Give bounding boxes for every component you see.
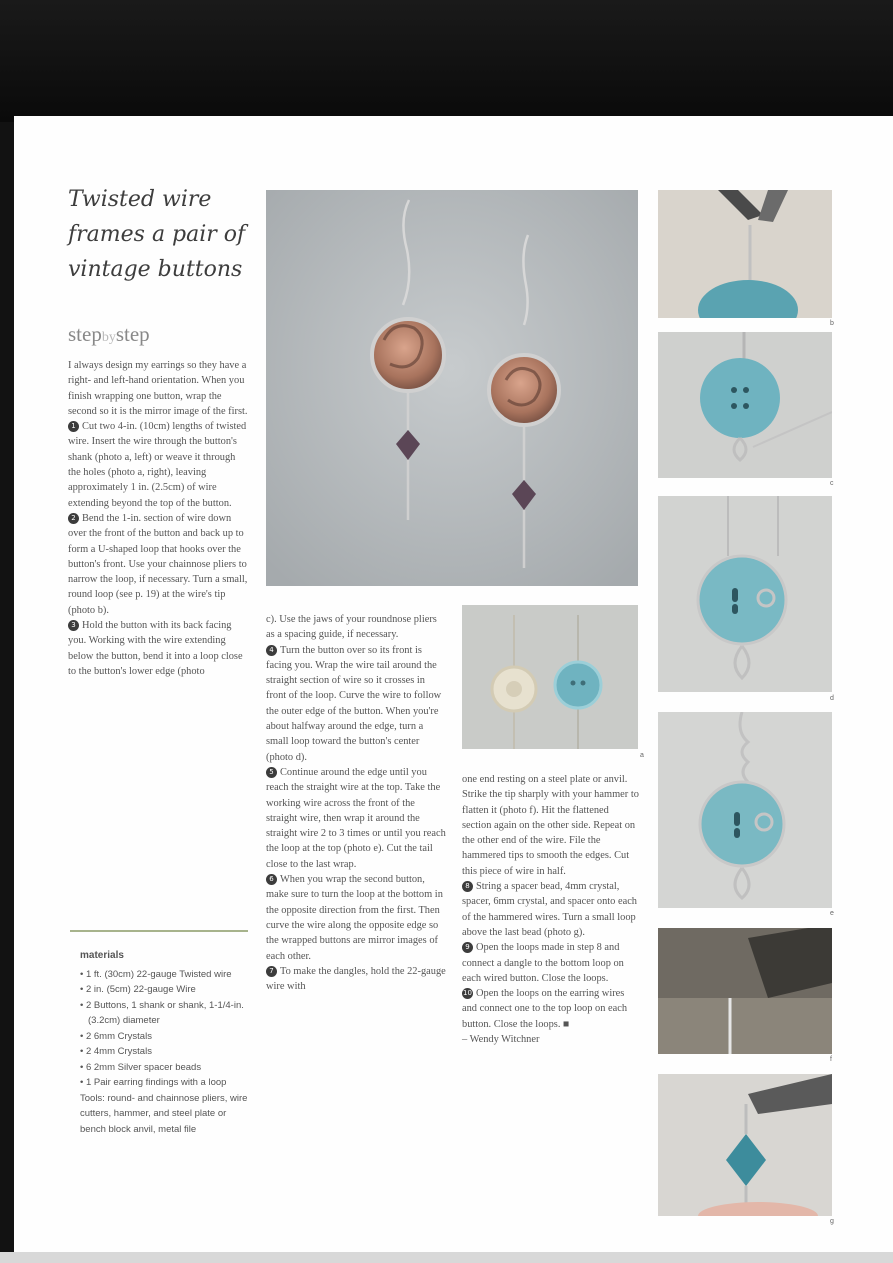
photo-letter-e: e xyxy=(830,910,834,917)
article-title: Twisted wire frames a pair of vintage buttons xyxy=(68,187,246,282)
step-number-3: 3 xyxy=(68,620,79,631)
intro-paragraph: I always design my earrings so they have a right- and left-hand orientation. When you finish wrapping one button, wrap the second so it is the mirror image of the first. xyxy=(68,360,248,417)
step-number-10: 10 xyxy=(463,989,472,998)
materials-item: • 2 4mm Crystals xyxy=(80,1046,152,1057)
materials-item: • 1 Pair earring findings with a loop xyxy=(80,1077,227,1088)
materials-item: • 6 2mm Silver spacer beads xyxy=(80,1061,202,1073)
photo-letter-a: a xyxy=(640,752,644,759)
materials-item: • 1 ft. (30cm) 22-gauge Twisted wire xyxy=(80,968,232,980)
column-3 xyxy=(462,772,640,1047)
step-number-2: 2 xyxy=(68,513,79,524)
step-3-continued: c). Use the jaws of your roundnose pliers as a spacing guide, if necessary. xyxy=(266,614,437,641)
column-2 xyxy=(266,612,446,994)
step-3: 3 Hold the button with its back facing you. Working with the wire extending below the button, bend it into a loop close to the button's lower edge (photo xyxy=(68,620,243,677)
photo-e xyxy=(658,712,832,908)
step-9: 9 Open the loops made in step 8 and connect a dangle to the bottom loop on each wired button. Close the loops. xyxy=(462,942,624,984)
step-5: 5 Continue around the edge until you reach the straight wire at the top. Take the working wire across the front of the straight wire, then wrap it around the straight wire 2 to 3 times or until you reach the loop at the top (photo e). Cut the tail close to the last wrap. xyxy=(266,766,446,870)
step-number-9: 9 xyxy=(462,942,473,953)
photo-letter-f: f xyxy=(830,1056,832,1063)
step-number-4: 4 xyxy=(266,645,277,656)
step-number-1: 1 xyxy=(68,421,79,432)
scan-top-dark-band xyxy=(0,0,893,122)
step-number-8: 8 xyxy=(462,881,473,892)
photo-b xyxy=(658,190,832,318)
step-word-2: step xyxy=(115,322,150,346)
materials-heading: materials xyxy=(80,950,124,961)
photo-d xyxy=(658,496,832,692)
step-8: 8 String a spacer bead, 4mm crystal, spacer, 6mm crystal, and spacer onto each of the hammered wires. Turn a small loop above the last bead (photo g). xyxy=(462,881,637,938)
main-earrings-photo xyxy=(266,190,638,586)
step-7-continued: one end resting on a steel plate or anvil. Strike the tip sharply with your hammer to flatten it (photo f). Hit the flattened section again on the other side. Repeat on the other end of the wire. File the hammered tips to smooth the edges. Cut this piece of wire in half. xyxy=(462,774,639,877)
materials-item: • 2 Buttons, 1 shank or shank, 1-1/4-in. (3.2cm) diameter xyxy=(80,999,244,1026)
materials-box xyxy=(70,930,248,1222)
photo-c xyxy=(658,332,832,478)
step-4: 4 Turn the button over so its front is facing you. Wrap the wire tail around the straight section of wire so it crosses in front of the loop. Curve the wire to follow the outer edge of the button. When you're about halfway around the edge, turn a small loop toward the button's center (photo d). xyxy=(266,644,442,763)
photo-letter-g: g xyxy=(830,1218,834,1225)
photo-letter-b: b xyxy=(830,320,834,327)
photo-letter-c: c xyxy=(830,480,834,487)
scan-bottom-edge xyxy=(0,1252,893,1263)
step-10: 10 Open the loops on the earring wires and connect one to the top loop on each button. Close the loops. ■ xyxy=(462,988,628,1030)
step-number-6: 6 xyxy=(266,874,277,885)
tools-line: Tools: round- and chainnose pliers, wire cutters, hammer, and steel plate or bench block anvil, metal file xyxy=(80,1092,248,1135)
photo-a-buttons xyxy=(462,605,638,749)
step-1: 1 Cut two 4-in. (10cm) lengths of twisted wire. Insert the wire through the button's shank (photo a, left) or weave it through the holes (photo a, right), leaving approximately 1 in. (2.5cm) of wire extending beyond the top of the button. xyxy=(68,421,247,509)
step-number-5: 5 xyxy=(266,767,277,778)
step-word-1: step xyxy=(68,322,102,346)
scan-left-edge xyxy=(0,122,14,1263)
materials-item: • 2 6mm Crystals xyxy=(80,1030,152,1042)
byline: – Wendy Witchner xyxy=(462,1034,540,1046)
step-7: 7 To make the dangles, hold the 22-gauge wire with xyxy=(266,965,446,993)
photo-letter-d: d xyxy=(830,695,834,702)
step-number-7: 7 xyxy=(266,966,277,977)
materials-item: • 2 in. (5cm) 22-gauge Wire xyxy=(80,984,196,995)
column-1 xyxy=(68,358,248,679)
step-by-step-heading xyxy=(68,322,150,347)
by-word: by xyxy=(101,330,116,345)
photo-f xyxy=(658,928,832,1054)
materials-list xyxy=(70,967,248,1091)
step-6: 6 When you wrap the second button, make sure to turn the loop at the bottom in the opposite direction from the first. Then curve the wire along the opposite edge so the wrapped buttons are mirror images of each other. xyxy=(266,874,443,962)
photo-g xyxy=(658,1074,832,1216)
step-2: 2 Bend the 1-in. section of wire down over the front of the button and back up to form a U-shaped loop that hooks over the button's front. Use your chainnose pliers to narrow the loop, if necessary. Turn a small, round loop (see p. 19) at the wire's tip (photo b). xyxy=(68,512,248,616)
